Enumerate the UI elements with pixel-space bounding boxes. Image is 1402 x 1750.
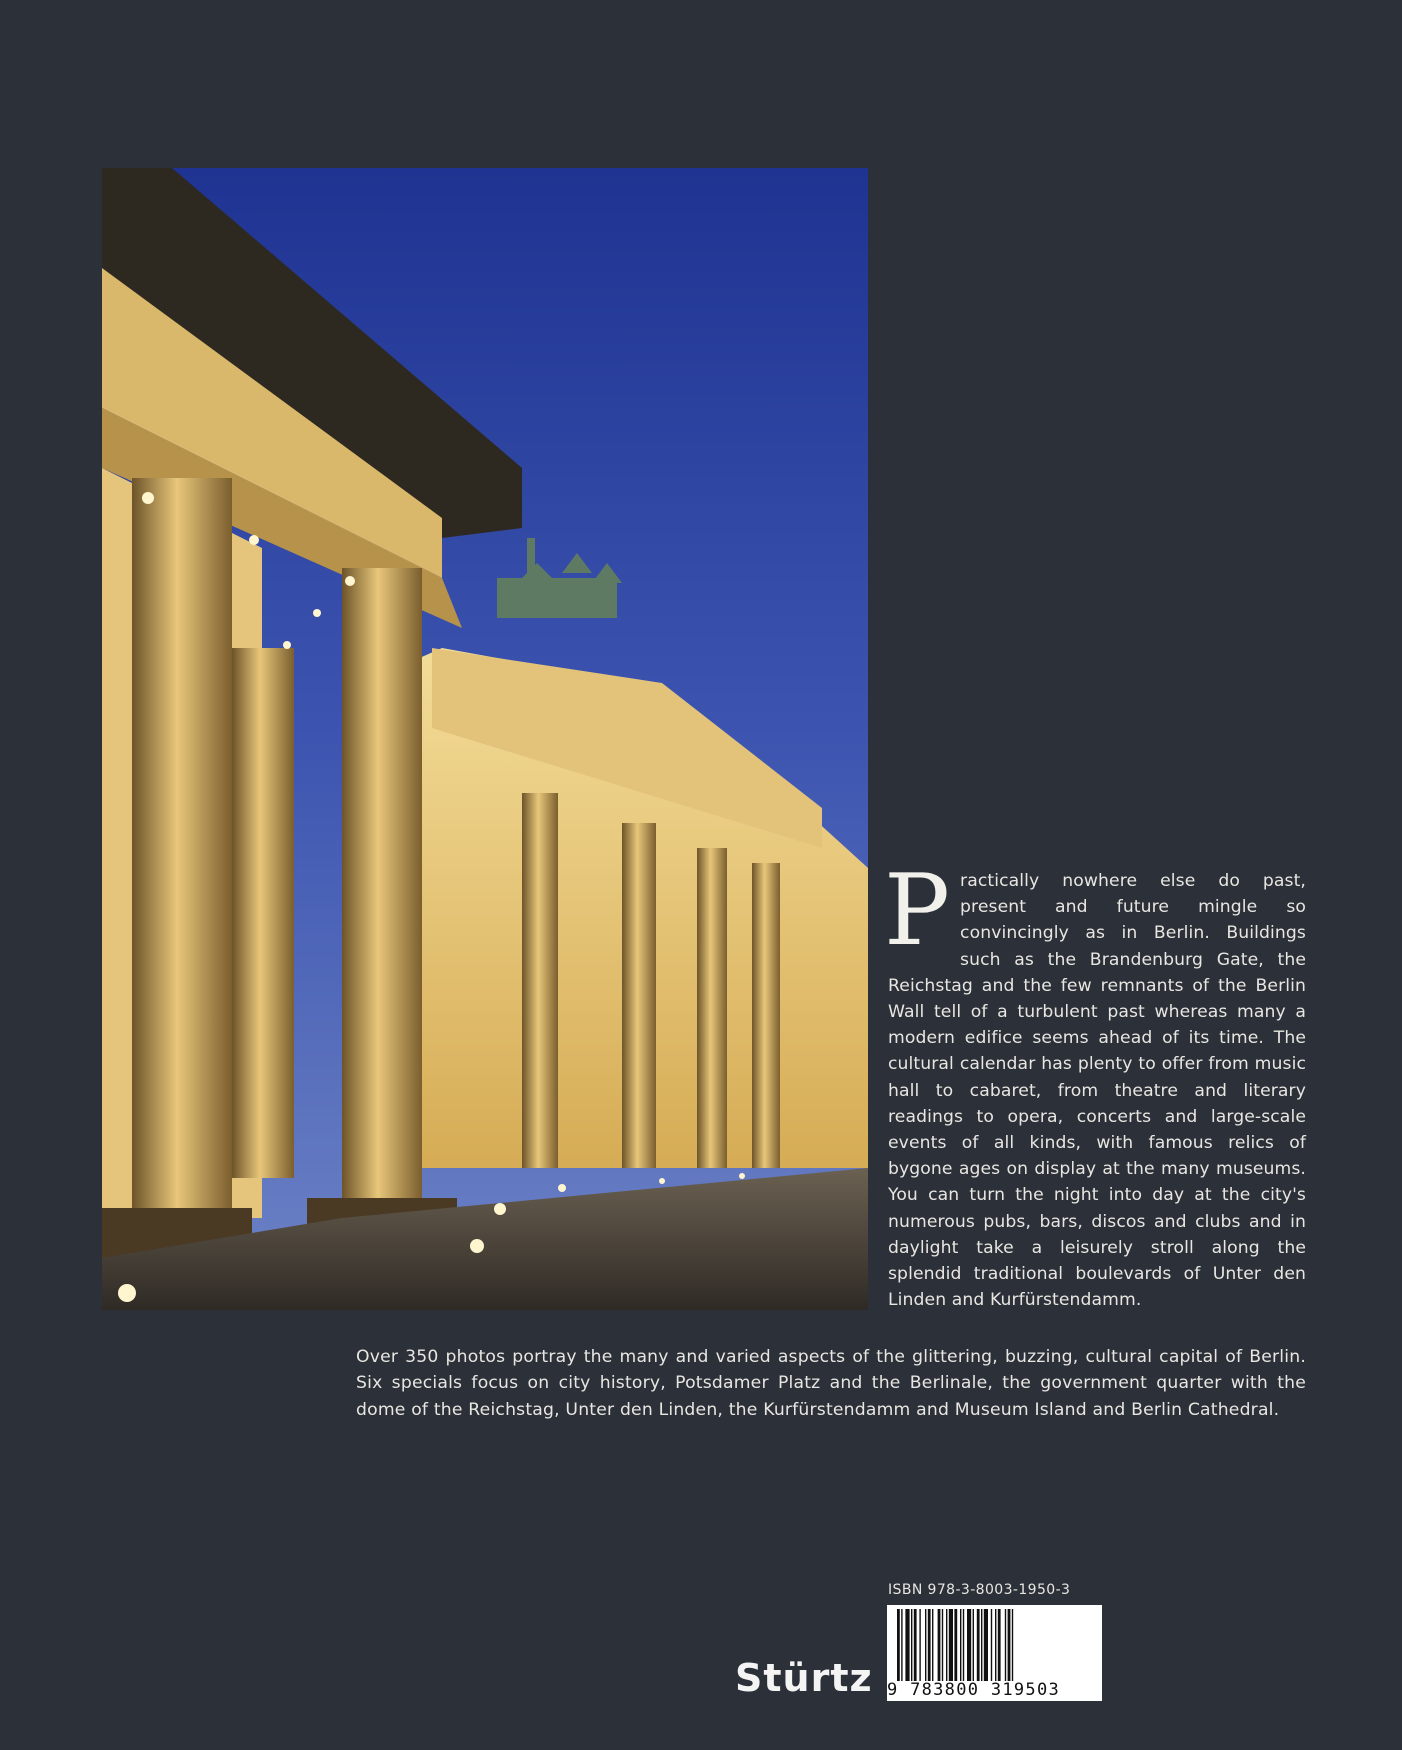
barcode-bar [914,1609,917,1681]
barcode-bar [919,1609,920,1681]
barcode-bar [1012,1609,1013,1681]
barcode-bar [960,1609,961,1681]
barcode-bars [887,1605,1102,1683]
barcode-digits: 9 783800 319503 [887,1680,1061,1700]
barcode-bar [905,1609,909,1681]
barcode-bar [928,1609,931,1681]
barcode-bar [995,1609,996,1681]
barcode-bar [991,1609,992,1681]
barcode-bar [981,1609,982,1681]
intro-paragraph [884,854,1306,1313]
barcode-bar [925,1609,926,1681]
publisher-logo: Stürtz [735,1656,873,1700]
barcode-bar [897,1609,900,1681]
barcode-bar [984,1609,988,1681]
barcode-bar [973,1609,974,1681]
barcode-bar [938,1609,941,1681]
drop-cap: P [884,854,951,968]
barcode-bar [1008,1609,1011,1681]
barcode-bar [954,1609,957,1681]
intro-text: ractically nowhere else do past, present and future mingle so convincingly as in Berlin. Buildings such as the Brandenburg Gate, the Reichstag and the few remnants of the Berlin Wall tell of a turbulent past whereas many a modern edifice seems ahead of its time. The cultural calendar has plenty to offer from music hall to cabaret, from theatre and literary readings to opera, concerts and large-scale events of all kinds, with famous relics of bygone ages on display at the many museums. You can turn the night into day at the city's numerous pubs, bars, discos and clubs and in daylight take a leisurely stroll along the splendid traditional boulevards of Unter den Linden and Kurfürstendamm. [888,871,1306,1311]
barcode-bar [998,1609,1001,1681]
brandenburg-gate-photo [102,168,868,1310]
barcode-bar [967,1609,971,1681]
isbn-label: ISBN 978-3-8003-1950-3 [888,1582,1071,1598]
barcode-bar [977,1609,980,1681]
barcode-bar [963,1609,964,1681]
barcode-bar [901,1609,902,1681]
barcode-bar [1005,1609,1006,1681]
barcode-bar [911,1609,912,1681]
barcode-bar [942,1609,943,1681]
summary-paragraph: Over 350 photos portray the many and varied aspects of the glittering, buzzing, cultural capital of Berlin. Six specials focus on city history, Potsdamer Platz and the Berlinale, the government quarter with the dome of the Reichstag, Unter den Linden, the Kurfürstendamm and Museum Island and Berlin Cathedral. [356,1347,1306,1420]
barcode-bar [949,1609,953,1681]
barcode-bar [946,1609,947,1681]
barcode-bar [932,1609,933,1681]
barcode [887,1605,1102,1701]
